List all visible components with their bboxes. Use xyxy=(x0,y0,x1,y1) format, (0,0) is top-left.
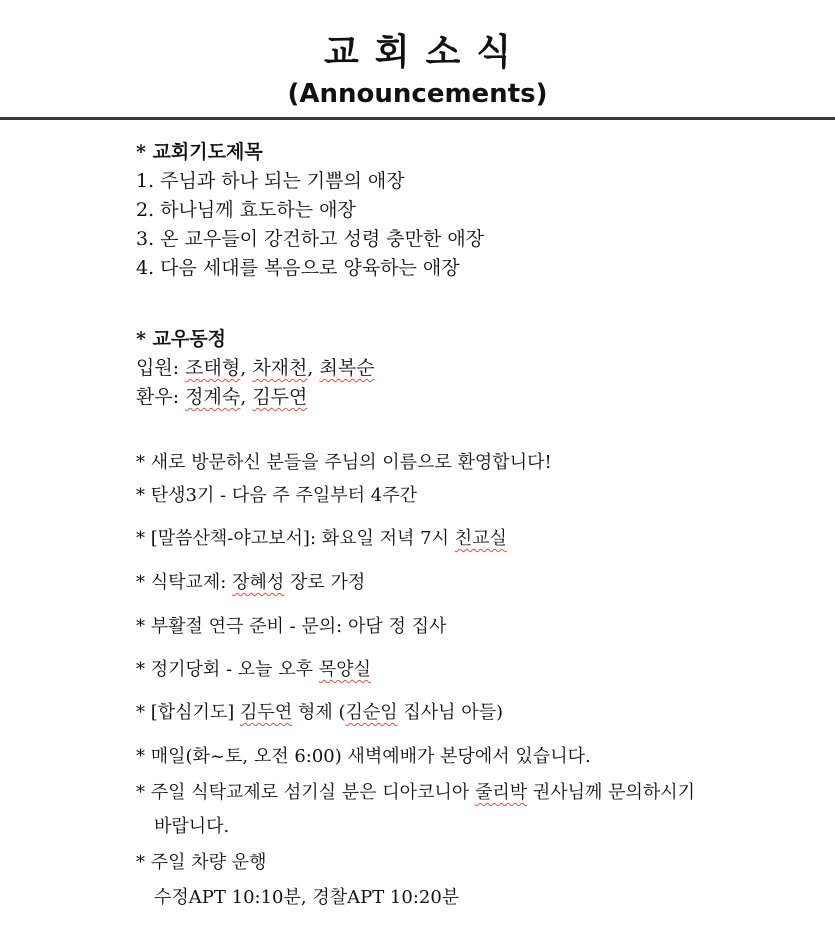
notice-easter: * 부활절 연극 준비 - 문의: 아담 정 집사 xyxy=(136,616,447,637)
member-name: 정계숙 xyxy=(185,386,241,408)
meal-text-post: 장로 가정 xyxy=(284,572,366,593)
header-divider xyxy=(0,117,835,120)
joint-name-parent: 김순임 xyxy=(345,702,398,723)
members-heading: * 교우동정 xyxy=(136,328,226,350)
prayer-section xyxy=(136,138,484,283)
admitted-label: 입원: xyxy=(136,357,180,379)
joint-text-post: 집사님 아들) xyxy=(397,702,504,723)
prayer-item: 3. 온 교우들이 강건하고 성령 충만한 애장 xyxy=(136,228,485,250)
notice-bible-walk xyxy=(136,526,507,552)
member-name: 조태형 xyxy=(185,357,241,379)
notice-welcome: * 새로 방문하신 분들을 주님의 이름으로 환영합니다! xyxy=(136,452,552,473)
title-english: (Announcements) xyxy=(287,79,548,109)
notice-joint-prayer xyxy=(136,700,503,726)
notice-serve xyxy=(136,780,695,806)
meal-host-name: 장혜성 xyxy=(232,572,285,593)
member-name: 차재천 xyxy=(252,357,308,379)
prayer-heading: * 교회기도제목 xyxy=(136,141,263,163)
joint-text-mid: 형제 ( xyxy=(292,702,346,723)
notice-meal xyxy=(136,570,365,596)
serve-text-post: 권사님께 문의하시기 xyxy=(527,782,696,803)
title-korean: 교회소식 xyxy=(323,32,528,73)
serve-text: * 주일 식탁교제로 섬기실 분은 디아코니아 xyxy=(136,782,475,803)
bible-walk-text: * [말씀산책-야고보서]: 화요일 저녁 7시 xyxy=(136,528,455,549)
notice-board xyxy=(136,657,371,683)
board-place: 목양실 xyxy=(318,659,371,680)
sick-label: 환우: xyxy=(136,386,180,408)
board-text: * 정기당회 - 오늘 오후 xyxy=(136,659,319,680)
notice-serve-line2: 바랍니다. xyxy=(154,816,230,837)
meal-text: * 식탁교제: xyxy=(136,572,233,593)
announcements-header xyxy=(0,30,835,110)
notice-birth: * 탄생3기 - 다음 주 주일부터 4주간 xyxy=(136,485,417,506)
notice-vehicle: * 주일 차량 운행 xyxy=(136,852,267,873)
notice-vehicle-times: 수정APT 10:10분, 경찰APT 10:20분 xyxy=(154,887,460,908)
sick-line: 환우: 정계숙, 김두연 xyxy=(136,386,308,408)
member-name: 김두연 xyxy=(252,386,308,408)
prayer-item: 2. 하나님께 효도하는 애장 xyxy=(136,199,356,221)
prayer-item: 1. 주님과 하나 되는 기쁨의 애장 xyxy=(136,170,405,192)
admitted-line: 입원: 조태형, 차재천, 최복순 xyxy=(136,357,375,379)
serve-contact-name: 줄리박 xyxy=(474,782,528,803)
notice-dawn-service: * 매일(화~토, 오전 6:00) 새벽예배가 본당에서 있습니다. xyxy=(136,746,591,767)
members-section xyxy=(136,325,375,412)
prayer-item: 4. 다음 세대를 복음으로 양육하는 애장 xyxy=(136,257,460,279)
joint-name: 김두연 xyxy=(240,702,293,723)
joint-text: * [합심기도] xyxy=(136,702,241,723)
bible-walk-place: 친교실 xyxy=(454,528,507,549)
member-name: 최복순 xyxy=(319,357,375,379)
